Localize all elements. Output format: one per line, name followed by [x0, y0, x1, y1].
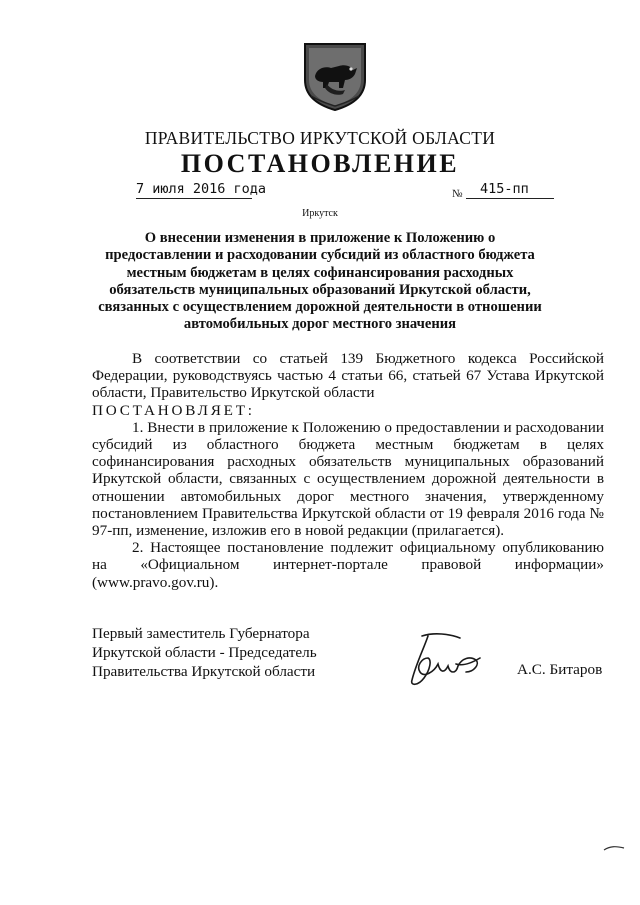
decree-word: ПОСТАНОВЛЯЕТ: [92, 401, 255, 419]
coat-of-arms-icon [299, 40, 371, 112]
handwritten-signature-icon [400, 628, 500, 690]
document-number: 415-пп [466, 181, 554, 199]
signatory-name: А.С. Битаров [517, 661, 603, 678]
document-body [92, 350, 604, 591]
document-type: ПОСТАНОВЛЕНИЕ [180, 149, 460, 178]
margin-mark-icon [602, 842, 626, 854]
signatory-title-line: Иркутской области - Председатель [92, 644, 317, 661]
item-2-paragraph: 2. Настоящее постановление подлежит официальному опубликованию на «Официальном интернет-портале правовой информации» (www.pravo.gov.ru). [92, 539, 604, 591]
signatory-title-line: Первый заместитель Губернатора [92, 625, 310, 642]
number-sign: № [452, 188, 463, 200]
item-1-paragraph: 1. Внести в приложение к Положению о предоставлении и расходовании субсидий из областного бюджета местным бюджетам в целях софинансирования расходных обязательств муниципальных образований Иркутской области, связанных с осуществлением дорожной деятельности в отношении автомобильных дорог местного значения, утвержденному постановлением Правительства Иркутской области от 19 февраля 2016 года № 97-пп, изменение, изложив его в новой редакции (прилагается). [92, 418, 604, 540]
document-city: Иркутск [302, 208, 338, 219]
signatory-title [92, 624, 317, 681]
signatory-title-line: Правительства Иркутской области [92, 663, 316, 680]
government-name: ПРАВИТЕЛЬСТВО ИРКУТСКОЙ ОБЛАСТИ [144, 128, 496, 148]
document-date: 7 июля 2016 года [136, 181, 267, 197]
preamble-paragraph: В соответствии со статьей 139 Бюджетного кодекса Российской Федерации, руководствуясь частью 4 статьи 66, статьей 67 Устава Иркутской области, Правительство Иркутской области [92, 350, 604, 402]
document-subject: О внесении изменения в приложение к Положению о предоставлении и расходовании субсидий из областного бюджета местным бюджетам в целях софинансирования расходных обязательств муниципальных образований Иркутской области, связанных с осуществлением дорожной деятельности в отношении автомобильных дорог местного значения [98, 230, 542, 333]
